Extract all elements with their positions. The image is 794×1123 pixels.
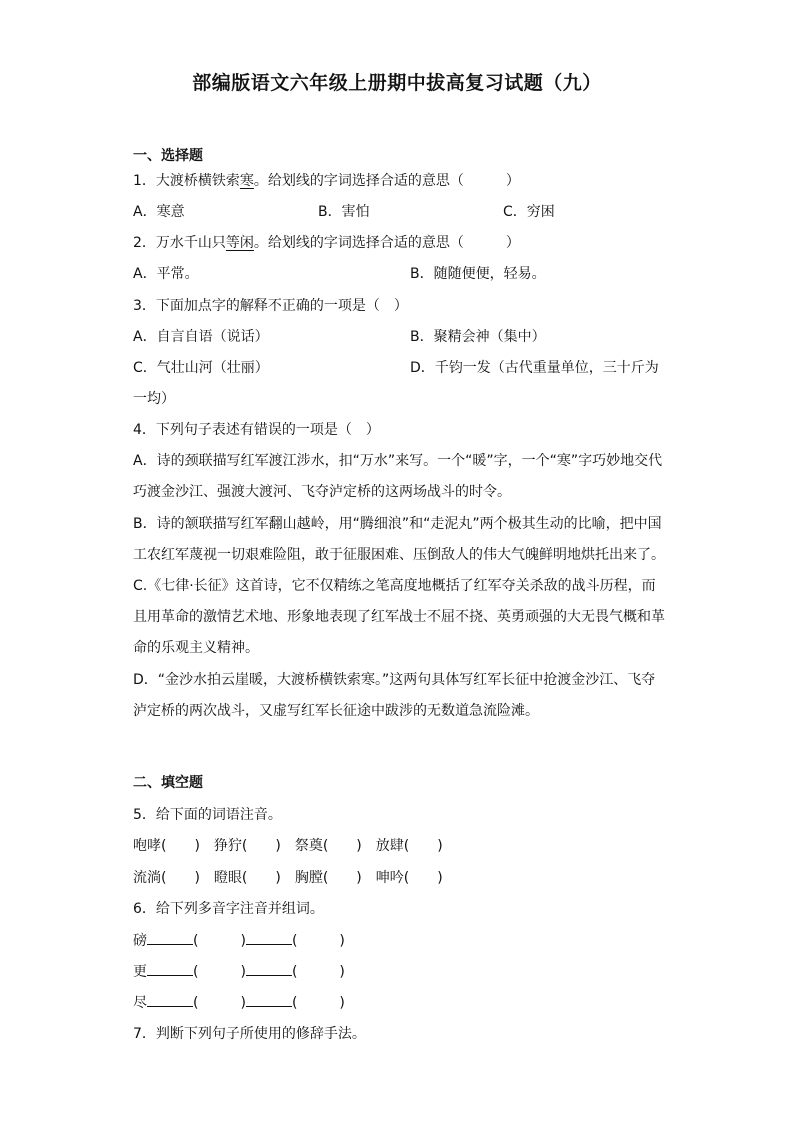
question-2-option-a: A．平常。 — [133, 266, 199, 282]
question-4-option-d-cont: 泸定桥的两次战斗，又虚写红军长征途中跋涉的无数道急流险滩。 — [133, 703, 539, 719]
page-title: 部编版语文六年级上册期中拔高复习试题（九） — [192, 72, 602, 94]
question-4-option-c-cont: 且用革命的激情艺术地、形象地表现了红军战士不屈不挠、英勇顽强的大无畏气概和革 — [133, 609, 665, 625]
answer-blank[interactable] — [246, 930, 292, 945]
question-3-option-d-cont: 一均） — [133, 391, 175, 407]
question-3-option-a: A．自言自语（说话） — [133, 329, 269, 345]
underlined-word: 等闲 — [225, 235, 254, 251]
question-4-option-a: A．诗的颈联描写红军渡江涉水，扣“万水”来写。一个“暖”字，一个“寒”字巧妙地交代 — [133, 453, 663, 469]
question-3-option-d: D．千钧一发（古代重量单位，三十斤为 — [410, 360, 659, 376]
question-4-option-c-cont2: 命的乐观主义精神。 — [133, 640, 259, 656]
question-4-stem: 4．下列句子表述有错误的一项是（ ） — [133, 422, 380, 438]
section-heading-choice: 一、选择题 — [133, 148, 203, 164]
question-6-stem: 6．给下列多音字注音并组词。 — [133, 901, 324, 917]
question-3-option-c: C．气壮山河（壮丽） — [133, 360, 269, 376]
answer-blank[interactable] — [147, 930, 193, 945]
question-6-row: 磅 ( ) ( ) — [133, 930, 345, 951]
answer-blank[interactable] — [147, 992, 193, 1007]
question-5-stem: 5．给下面的词语注音。 — [133, 807, 282, 823]
question-1-option-a: A．寒意 — [133, 204, 185, 220]
question-2-option-b: B．随随便便，轻易。 — [410, 266, 546, 282]
question-4-option-a-cont: 巧渡金沙江、强渡大渡河、飞夺泸定桥的这两场战斗的时令。 — [133, 484, 511, 500]
answer-blank[interactable] — [246, 961, 292, 976]
question-5-row-2: 流淌( ) 瞪眼( ) 胸膛( ) 呻吟( ) — [133, 870, 443, 886]
question-3-stem: 3．下面加点字的解释不正确的一项是（ ） — [133, 298, 408, 314]
question-4-option-b-cont: 工农红军蔑视一切艰难险阻，敢于征服困难、压倒敌人的伟大气魄鲜明地烘托出来了。 — [133, 547, 665, 563]
question-2-stem: 2．万水千山只等闲。给划线的字词选择合适的意思（ ） — [133, 235, 520, 251]
answer-blank[interactable] — [246, 992, 292, 1007]
answer-blank[interactable] — [147, 961, 193, 976]
polyphone-char: 尽 — [133, 995, 147, 1011]
polyphone-char: 磅 — [133, 933, 147, 949]
question-5-row-1: 咆哮( ) 狰狞( ) 祭奠( ) 放肆( ) — [133, 838, 443, 854]
question-7-stem: 7．判断下列句子所使用的修辞手法。 — [133, 1026, 366, 1042]
question-1-option-c: C．穷困 — [503, 204, 555, 220]
question-3-option-b: B．聚精会神（集中） — [410, 329, 546, 345]
question-4-option-d: D．“金沙水拍云崖暖，大渡桥横铁索寒。”这两句具体写红军长征中抢渡金沙江、飞夺 — [133, 672, 656, 688]
question-6-row: 更 ( ) ( ) — [133, 961, 345, 982]
underlined-word: 寒 — [239, 173, 254, 189]
question-1-option-b: B．害怕 — [318, 204, 370, 220]
question-4-option-b: B．诗的颔联描写红军翻山越岭，用“腾细浪”和“走泥丸”两个极其生动的比喻，把中国 — [133, 516, 662, 532]
question-4-option-c: C.《七律·长征》这首诗，它不仅精练之笔高度地概括了红军夺关杀敌的战斗历程，而 — [133, 578, 656, 594]
polyphone-char: 更 — [133, 964, 147, 980]
question-6-row: 尽 ( ) ( ) — [133, 992, 345, 1013]
section-heading-fill: 二、填空题 — [133, 775, 203, 791]
question-1-stem: 1．大渡桥横铁索寒。给划线的字词选择合适的意思（ ） — [133, 173, 520, 189]
